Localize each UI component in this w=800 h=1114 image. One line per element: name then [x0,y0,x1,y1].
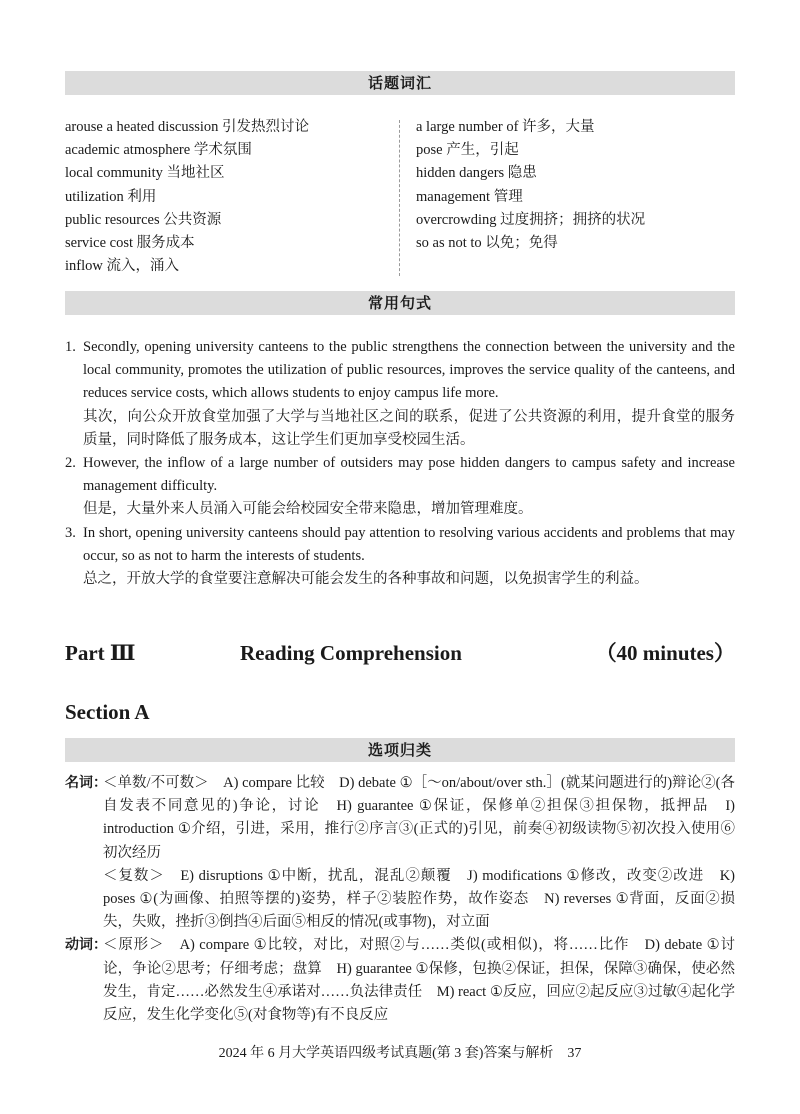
topic-vocab-list [65,116,735,282]
part-label: Part Ⅲ [65,641,136,665]
noun-paragraph: ＜复数＞ E) disruptions ①中断，扰乱，混乱②颠覆 J) modifications ①修改，改变②改进 K) poses ①(为画像、拍照等摆的)姿势，样子②装腔作势，故作姿态 N) reverses ①背面，反面②损失，失败，挫折③倒挡④后面⑤相反的情况(或事物)，对立面 [103,867,735,931]
noun-block [65,772,735,934]
verb-label: 动词： [65,937,107,954]
vocab-column-divider [399,120,400,276]
option-classification-list [65,772,735,1027]
noun-paragraph: ＜单数/不可数＞ A) compare 比较 D) debate ①［～on/about/over sth.］(就某问题进行的)辩论②(各自发表不同意见的)争论，讨论 H) guarantee ①保证，保修单②担保③担保物，抵押品 I) introduction ①介绍，引进，采用，推行②序言③(正式的)引见，前奏④初级读物⑤初次投入使用⑥初次经历 [103,775,735,861]
noun-label: 名词： [65,775,107,791]
sentence-number: 3. [65,524,76,541]
vocab-column-right [416,116,735,255]
sentence-number: 2. [65,455,76,472]
sentence-english: In short, opening university canteens should pay attention to resolving various accidents and problems that may occur, so as not to harm the interests of students. [83,524,735,564]
vocab-item: so as not to 以免；免得 [416,235,558,252]
sentence-number: 1. [65,339,76,355]
topic-vocab-header: 话题词汇 [65,71,735,95]
sentence-item [65,522,735,592]
vocab-item: pose 产生，引起 [416,142,519,159]
vocab-item: management 管理 [416,188,523,205]
part-title: Reading Comprehension [240,641,462,665]
vocab-item: service cost 服务成本 [65,235,195,252]
vocab-item: hidden dangers 隐患 [416,165,537,182]
vocab-item: overcrowding 过度拥挤；拥挤的状况 [416,211,646,228]
sentence-chinese: 总之，开放大学的食堂要注意解决可能会发生的各种事故和问题，以免损害学生的利益。 [83,571,649,588]
page-footer: 2024 年 6 月大学英语四级考试真题(第 3 套)答案与解析 37 [218,1046,582,1061]
option-classification-header: 选项归类 [65,738,735,762]
sentence-english: Secondly, opening university canteens to the public strengthens the connection between the university and the local community, promotes the utilization of public resources, improves the service quality of the canteens, and reduces service costs, which allows students to enjoy campus life more. [83,339,735,402]
verb-paragraph: ＜原形＞ A) compare ①比较，对比，对照②与……类似(或相似)，将……比作 D) debate ①讨论，争论②思考；仔细考虑；盘算 H) guarantee ①保修，包换②保证，担保，保障③确保，使必然发生，肯定……必然发生④承诺对……负法律责任 M) react ①反应，回应②起反应③过敏④起化学反应，发生化学变化⑤(对食物等)有不良反应 [103,937,735,1024]
sentence-english: However, the inflow of a large number of outsiders may pose hidden dangers to campus safety and increase management difficulty. [83,455,735,495]
vocab-item: academic atmosphere 学术氛围 [65,142,252,159]
sentence-chinese: 但是，大量外来人员涌入可能会给校园安全带来隐患，增加管理难度。 [83,501,533,518]
part-time: （40 minutes） [595,641,735,665]
vocab-item: a large number of 许多，大量 [416,119,595,135]
sentence-item [65,336,735,452]
sentence-chinese: 其次，向公众开放食堂加强了大学与当地社区之间的联系，促进了公共资源的利用，提升食堂的服务质量，同时降低了服务成本，这让学生们更加享受校园生活。 [83,408,735,448]
vocab-column-left [65,116,395,278]
sentence-item [65,452,735,522]
vocab-item: utilization 利用 [65,188,157,205]
vocab-item: arouse a heated discussion 引发热烈讨论 [65,119,310,135]
section-heading: Section A [65,700,150,724]
common-sentences-header: 常用句式 [65,291,735,315]
vocab-item: local community 当地社区 [65,165,225,182]
vocab-item: public resources 公共资源 [65,211,222,228]
vocab-item: inflow 流入，涌入 [65,258,179,275]
common-sentences-list [65,336,735,591]
verb-block [65,934,735,1027]
part-heading [65,638,735,668]
